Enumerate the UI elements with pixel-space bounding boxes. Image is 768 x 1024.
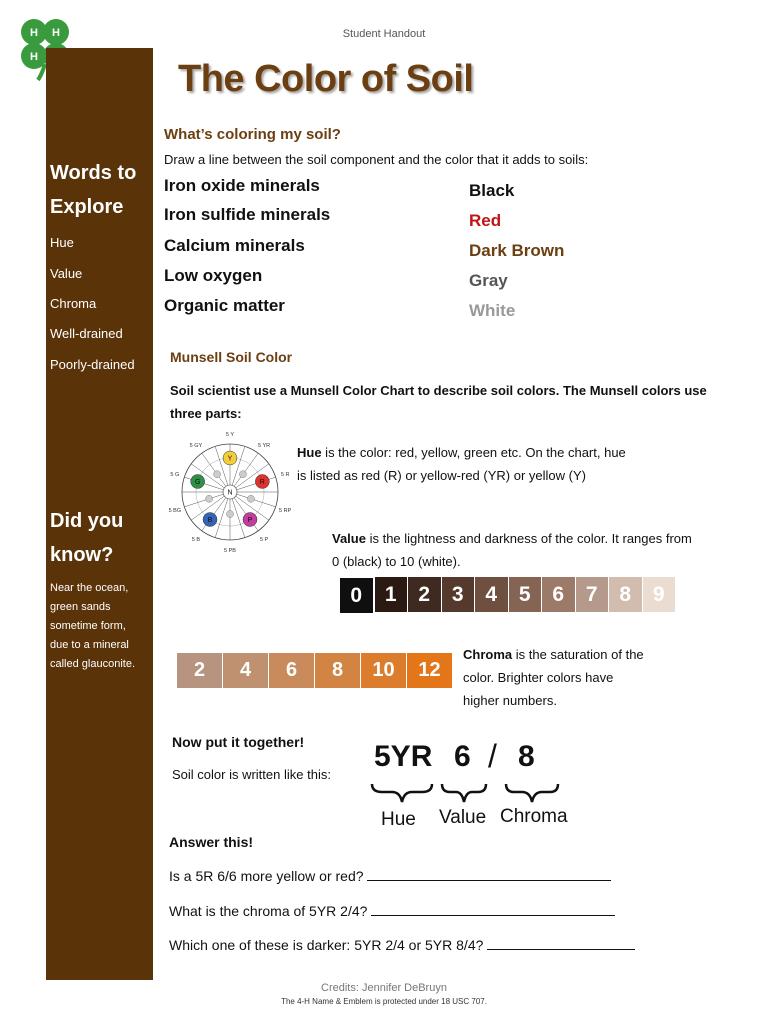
- question-3: [169, 937, 635, 953]
- did-you-know-line: know?: [50, 544, 114, 566]
- wheel-hue-label: 5 GY: [189, 443, 203, 450]
- legal-text: The 4-H Name & Emblem is protected under 18 USC 707.: [281, 997, 487, 1006]
- answer-blank[interactable]: [487, 949, 635, 950]
- wheel-hue-label: 5 Y: [225, 432, 235, 438]
- munsell-intro: Soil scientist use a Munsell Color Chart to describe soil colors. The Munsell colors use: [170, 383, 707, 398]
- page-title: The Color of Soil: [178, 58, 474, 100]
- scale-swatch: 1: [375, 577, 408, 612]
- chroma-description: [463, 647, 644, 662]
- instruction-text: Draw a line between the soil component and the color that it adds to soils:: [164, 152, 589, 167]
- color-item-gray: Gray: [469, 271, 508, 290]
- label-hue: Hue: [381, 809, 416, 830]
- together-caption: Soil color is written like this:: [172, 767, 331, 782]
- color-item-black: Black: [469, 181, 515, 200]
- wheel-minor-dot: [227, 511, 234, 518]
- note-line: green sands: [50, 601, 111, 613]
- word-value: Value: [50, 266, 83, 281]
- logo-letter: H: [30, 27, 38, 39]
- handout-label: Student Handout: [342, 28, 426, 40]
- color-item-white: White: [469, 301, 516, 320]
- notation-value: 6: [454, 740, 471, 773]
- component-item: Low oxygen: [164, 266, 263, 285]
- did-you-know-heading: [50, 504, 123, 572]
- munsell-heading: Munsell Soil Color: [170, 349, 293, 365]
- label-chroma: Chroma: [500, 806, 568, 827]
- word-hue: Hue: [50, 235, 74, 250]
- wheel-hue-label: 5 BG: [168, 507, 182, 514]
- scale-swatch: 3: [442, 577, 475, 612]
- chroma-term: Chroma: [463, 647, 513, 662]
- component-item: Calcium minerals: [164, 236, 305, 255]
- chroma-description-3: higher numbers.: [463, 693, 557, 708]
- words-heading-line: Explore: [50, 196, 124, 218]
- note-line: Near the ocean,: [50, 582, 129, 594]
- value-term: Value: [332, 531, 366, 546]
- wheel-hue-label: 5 RP: [279, 507, 292, 514]
- words-heading: [50, 156, 136, 224]
- question-text: Is a 5R 6/6 more yellow or red?: [169, 868, 364, 884]
- note-line: due to a mineral: [50, 639, 129, 651]
- did-you-know-line: Did you: [50, 510, 124, 532]
- answer-blank[interactable]: [371, 915, 615, 916]
- word-chroma: Chroma: [50, 296, 97, 311]
- munsell-hue-wheel-icon: [164, 426, 296, 556]
- section-heading-coloring: What’s coloring my soil?: [164, 126, 341, 143]
- word-poorly-drained: Poorly-drained: [50, 357, 135, 372]
- component-item: Organic matter: [164, 296, 285, 315]
- wheel-hue-letter: B: [207, 517, 213, 525]
- chroma-text: is the saturation of the: [512, 647, 644, 662]
- word-well-drained: Well-drained: [50, 326, 123, 341]
- label-value: Value: [439, 807, 487, 828]
- scale-swatch: 2: [408, 577, 441, 612]
- wheel-hue-letter: Y: [227, 455, 233, 463]
- wheel-hue-label: 5 R: [280, 472, 290, 479]
- wheel-hue-label: 5 YR: [258, 443, 271, 450]
- scale-swatch: 4: [223, 653, 268, 688]
- wheel-hue-letter: P: [247, 517, 253, 525]
- scale-swatch: 4: [475, 577, 508, 612]
- scale-swatch: 2: [177, 653, 222, 688]
- wheel-hue-letter: R: [259, 478, 265, 486]
- wheel-hue-letter: G: [194, 478, 201, 486]
- hue-text: is the color: red, yellow, green etc. On the chart, hue: [321, 445, 626, 460]
- question-1: [169, 868, 611, 884]
- color-item-red: Red: [469, 211, 502, 230]
- logo-letter: H: [52, 27, 60, 39]
- wheel-hue-label: 5 PB: [224, 548, 236, 554]
- chroma-description-2: color. Brighter colors have: [463, 670, 614, 685]
- scale-swatch: 6: [269, 653, 314, 688]
- wheel-minor-dot: [214, 471, 221, 478]
- scale-swatch: 8: [609, 577, 642, 612]
- component-item: Iron oxide minerals: [164, 176, 320, 195]
- wheel-neutral-letter: N: [227, 489, 233, 497]
- question-text: Which one of these is darker: 5YR 2/4 or 5YR 8/4?: [169, 937, 484, 953]
- value-text: is the lightness and darkness of the color. It ranges from: [365, 531, 692, 546]
- munsell-intro: three parts:: [170, 406, 242, 421]
- scale-swatch: 0: [339, 577, 374, 614]
- notation-chroma: 8: [518, 740, 535, 773]
- notation-hue: 5YR: [374, 740, 433, 773]
- note-line: sometime form,: [50, 620, 126, 632]
- component-item: Iron sulfide minerals: [164, 205, 331, 224]
- answer-blank[interactable]: [367, 880, 611, 881]
- scale-swatch: 9: [643, 577, 676, 612]
- wheel-minor-dot: [206, 495, 213, 502]
- value-description-2: 0 (black) to 10 (white).: [332, 554, 461, 569]
- hue-term: Hue: [297, 445, 322, 460]
- wheel-hue-label: 5 B: [191, 536, 201, 543]
- wheel-hue-label: 5 G: [170, 472, 180, 479]
- wheel-minor-dot: [247, 495, 254, 502]
- note-line: called glauconite.: [50, 658, 136, 670]
- question-2: [169, 903, 615, 919]
- credits-text: Credits: Jennifer DeBruyn: [321, 982, 447, 994]
- question-text: What is the chroma of 5YR 2/4?: [169, 903, 368, 919]
- wheel-hue-label: 5 P: [259, 536, 269, 543]
- words-heading-line: Words to: [50, 162, 137, 184]
- scale-swatch: 10: [361, 653, 406, 688]
- hue-description-2: is listed as red (R) or yellow-red (YR) or yellow (Y): [297, 468, 586, 483]
- scale-swatch: 5: [509, 577, 542, 612]
- notation-braces-icon: [368, 778, 578, 808]
- did-you-know-text: [50, 579, 135, 674]
- hue-description: [297, 445, 626, 460]
- scale-swatch: 6: [542, 577, 575, 612]
- together-heading: Now put it together!: [172, 734, 305, 750]
- answer-heading: Answer this!: [169, 834, 254, 850]
- wheel-minor-dot: [239, 471, 246, 478]
- scale-swatch: 7: [576, 577, 609, 612]
- value-scale: [339, 577, 676, 614]
- color-item-dark-brown: Dark Brown: [469, 241, 565, 260]
- scale-swatch: 12: [407, 653, 452, 688]
- logo-letter: H: [30, 51, 38, 63]
- notation-slash: /: [488, 738, 497, 774]
- scale-swatch: 8: [315, 653, 360, 688]
- value-description: [332, 531, 692, 546]
- chroma-scale: [177, 653, 453, 688]
